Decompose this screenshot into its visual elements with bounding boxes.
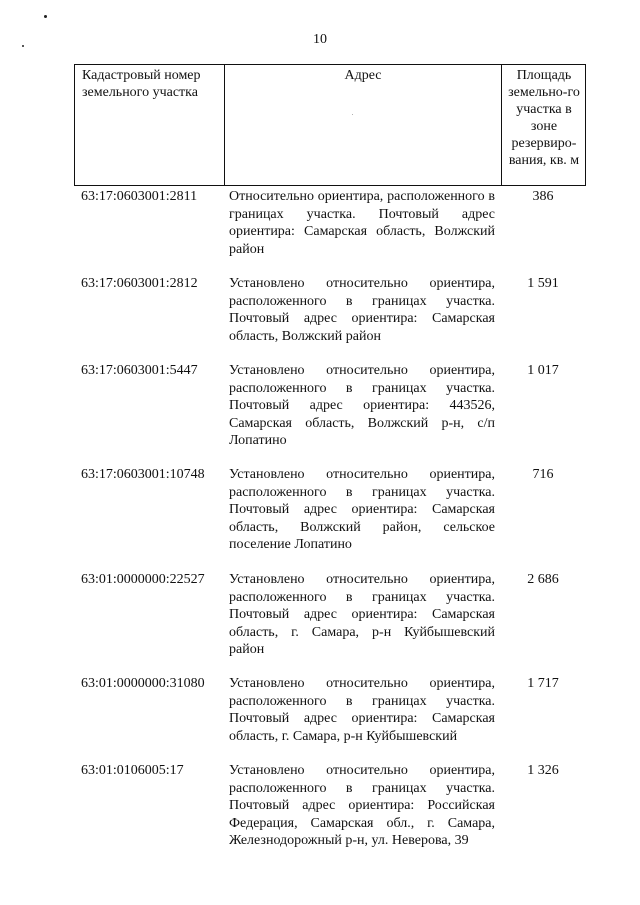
area-cell: 1 326 [527, 763, 559, 778]
scan-speck [44, 15, 47, 18]
cadastral-number: 63:17:0603001:5447 [81, 363, 198, 378]
area-cell: 386 [532, 189, 554, 204]
cadastral-number: 63:17:0603001:2811 [81, 189, 198, 204]
cadastral-number: 63:17:0603001:10748 [81, 467, 205, 482]
address-cell: Установлено относительно ориентира, расположенного в границах участка. Почтовый адрес ориентира: Самарская область, Волжский район, сельское поселение Лопатино [229, 467, 495, 552]
header-address: Адрес [344, 68, 382, 83]
cadastral-number: 63:01:0106005:17 [81, 763, 184, 778]
cadastral-number: 63:01:0000000:31080 [81, 676, 205, 691]
area-cell: 716 [532, 467, 554, 482]
area-cell: 1 717 [527, 676, 559, 691]
cadastral-number: 63:17:0603001:2812 [81, 276, 198, 291]
area-cell: 1 017 [527, 363, 559, 378]
address-cell: Относительно ориентира, расположенного в границах участка. Почтовый адрес ориентира: Самарская область, Волжский район [229, 189, 495, 257]
table-header [74, 64, 586, 186]
address-cell: Установлено относительно ориентира, расположенного в границах участка. Почтовый адрес ориентира: Российская Федерация, Самарская обл., г. Самара, Железнодорожный р-н, ул. Неверова, 39 [229, 763, 495, 848]
address-cell: Установлено относительно ориентира, расположенного в границах участка. Почтовый адрес ориентира: 443526, Самарская область, Волжский р-н, с/п Лопатино [229, 363, 495, 448]
area-cell: 2 686 [527, 572, 559, 587]
header-cadastral-number: Кадастровый номер земельного участка [82, 68, 201, 100]
address-cell: Установлено относительно ориентира, расположенного в границах участка. Почтовый адрес ориентира: Самарская область, г. Самара, р-н Куйбышевский [229, 676, 495, 744]
page-number: 10 [313, 32, 327, 47]
header-area: Площадь земельно-го участка в зоне резервиро-вания, кв. м [508, 68, 580, 168]
cadastral-number: 63:01:0000000:22527 [81, 572, 205, 587]
address-cell: Установлено относительно ориентира, расположенного в границах участка. Почтовый адрес ориентира: Самарская область, г. Самара, р-н Куйбышевский район [229, 572, 495, 657]
area-cell: 1 591 [527, 276, 559, 291]
address-cell: Установлено относительно ориентира, расположенного в границах участка. Почтовый адрес ориентира: Самарская область, Волжский район [229, 276, 495, 344]
